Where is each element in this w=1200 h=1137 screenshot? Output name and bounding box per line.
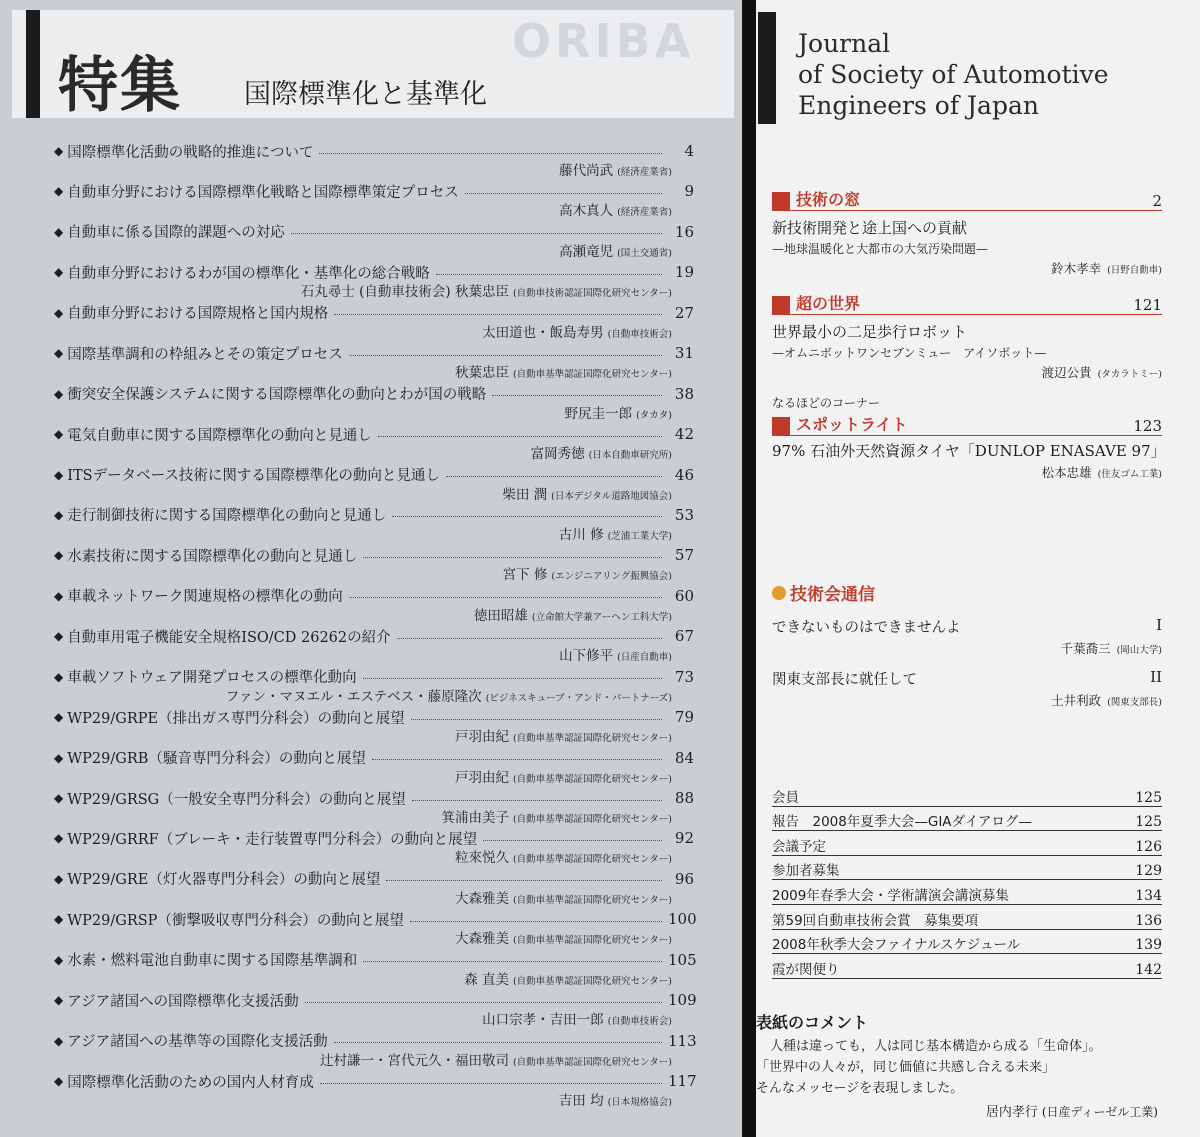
toc-title-row — [54, 908, 697, 930]
giken-title: 関東支部長に就任して — [772, 672, 917, 688]
section-label: 超の世界 — [796, 294, 861, 313]
toc-affiliation: (自動車基準認証国際化研究センター) — [512, 975, 672, 987]
leader-dots — [397, 638, 662, 639]
toc-entry[interactable] — [54, 1030, 697, 1070]
toc-entry[interactable] — [54, 504, 694, 544]
diamond-icon: ◆ — [54, 1033, 64, 1048]
toc-title-row — [54, 302, 694, 324]
toc-title-row — [54, 787, 694, 809]
toc-affiliation: (自動車基準認証国際化研究センター) — [512, 814, 672, 825]
misc-item[interactable] — [772, 831, 1162, 856]
giken-page: II — [1150, 668, 1162, 686]
section-author: 松本忠雄 (住友ゴム工業) — [1041, 465, 1162, 480]
giken-heading: 技術会通信 — [772, 580, 875, 605]
toc-entry[interactable] — [54, 140, 694, 180]
section-subtitle: —オムニボットワンセブンミュー アイソボット— — [772, 346, 1047, 360]
toc-title: WP29/GRPE（排出ガス専門分科会）の動向と展望 — [67, 710, 405, 727]
toc-entry[interactable] — [54, 302, 694, 342]
toc-author: 秋葉忠臣 (自動車基準認証国際化研究センター) — [454, 365, 672, 382]
toc-title-row — [54, 423, 694, 445]
diamond-icon: ◆ — [54, 224, 64, 239]
toc-affiliation: (自動車基準認証国際化研究センター) — [512, 854, 672, 866]
toc-affiliation: (自動車基準認証国際化研究センター) — [512, 369, 672, 381]
toc-title-row — [54, 342, 694, 364]
misc-list — [772, 782, 1162, 979]
diamond-icon: ◆ — [54, 710, 64, 725]
toc-page: 38 — [674, 384, 694, 403]
toc-title-row — [54, 868, 694, 890]
toc-entry[interactable] — [54, 827, 694, 867]
toc-page: 117 — [668, 1072, 697, 1091]
toc-affiliation: (国土交通省) — [617, 247, 672, 259]
toc-author: 大森雅美 (自動車基準認証国際化研究センター) — [454, 890, 672, 907]
toc-entry[interactable] — [54, 585, 694, 625]
toc-entry[interactable] — [54, 747, 694, 787]
toc-affiliation: (立命館大学兼アーヘン工科大学) — [531, 611, 672, 623]
toc-affiliation: (エンジニアリング振興協会) — [551, 571, 672, 583]
toc-page: 16 — [674, 222, 694, 241]
toc-entry[interactable] — [54, 666, 694, 706]
diamond-icon: ◆ — [54, 791, 64, 805]
leader-dots — [378, 436, 662, 437]
leader-dots — [319, 153, 662, 154]
leader-dots — [291, 233, 662, 234]
cover-comment-text — [756, 1036, 1156, 1099]
diamond-icon: ◆ — [54, 548, 64, 563]
diamond-icon: ◆ — [54, 669, 64, 684]
misc-page: 125 — [1135, 814, 1162, 831]
toc-entry[interactable] — [54, 908, 697, 948]
misc-page: 126 — [1135, 838, 1162, 855]
misc-item[interactable] — [772, 954, 1162, 979]
misc-title: 会員 — [772, 789, 799, 806]
toc-author: 太田道也・飯島寿男 (自動車技術会) — [482, 324, 672, 341]
toc-page: 42 — [674, 425, 694, 444]
misc-page: 139 — [1135, 937, 1162, 954]
orange-dot-icon — [772, 586, 786, 600]
toc-page: 53 — [674, 505, 694, 524]
leader-dots — [410, 921, 662, 922]
misc-page: 142 — [1135, 961, 1162, 978]
toc-author: 箕浦由美子 (自動車基準認証国際化研究センター) — [441, 810, 672, 826]
toc-affiliation: (日産自動車) — [617, 652, 672, 664]
journal-line: Engineers of Japan — [798, 91, 1039, 120]
misc-title: 霞が関便り — [772, 961, 840, 978]
giken-author: 千葉喬三 (岡山大学) — [1060, 641, 1162, 656]
toc-author: 徳田昭雄 (立命館大学兼アーヘン工科大学) — [473, 607, 672, 624]
toc-title-row — [54, 827, 694, 849]
diamond-icon: ◆ — [54, 588, 64, 603]
toc-page: 57 — [674, 546, 694, 565]
toc-title-row — [54, 706, 694, 728]
toc-entry[interactable] — [54, 706, 694, 746]
diamond-icon: ◆ — [54, 305, 64, 320]
misc-item[interactable] — [772, 905, 1162, 930]
cover-line: 「世界中の人々が，同じ価値に共感し合える未来」 — [756, 1060, 1056, 1075]
toc-title: アジア諸国への国際標準化支援活動 — [67, 993, 299, 1010]
misc-title: 報告 2008年夏季大会—GIAダイアログ— — [772, 814, 1032, 831]
toc-title-row — [54, 625, 694, 647]
header-bar — [26, 10, 40, 118]
toc-affiliation: (ビジネスキューブ・アンド・パートナーズ) — [485, 692, 672, 704]
red-square-icon — [772, 296, 790, 314]
toc-author: 野尻圭一郎 (タカタ) — [564, 405, 672, 422]
toc-entry[interactable] — [54, 180, 694, 220]
leader-dots — [320, 1083, 662, 1084]
red-square-icon — [772, 192, 790, 210]
toc-author: 粒來悦久 (自動車基準認証国際化研究センター) — [454, 850, 672, 867]
journal-line: of Society of Automotive — [798, 60, 1109, 89]
toc-title: 水素技術に関する国際標準化の動向と見通し — [67, 548, 358, 565]
toc-affiliation: (自動車基準認証国際化研究センター) — [512, 733, 672, 745]
misc-page: 136 — [1135, 912, 1162, 929]
section-title: 世界最小の二足歩行ロボット — [772, 323, 968, 341]
section-label: スポットライト — [796, 415, 908, 434]
leader-dots — [483, 840, 662, 841]
journal-bar — [758, 12, 776, 124]
page-gutter — [742, 0, 756, 1137]
diamond-icon: ◆ — [54, 993, 64, 1008]
toc-page: 88 — [674, 789, 694, 807]
toc-title: WP29/GRSG（一般安全専門分科会）の動向と展望 — [67, 791, 406, 808]
toc-page: 46 — [674, 465, 694, 484]
toc-page: 100 — [668, 910, 697, 929]
diamond-icon: ◆ — [54, 144, 64, 158]
toc-title-row — [54, 140, 694, 162]
toc-title-row — [54, 1030, 697, 1052]
toc-entry[interactable] — [54, 261, 694, 301]
toc-page: 27 — [674, 303, 694, 322]
toc-title-row — [54, 383, 694, 405]
misc-item[interactable] — [772, 880, 1162, 905]
special-label: 特集 — [58, 51, 182, 121]
toc-page: 84 — [674, 748, 694, 767]
misc-item[interactable] — [772, 782, 1162, 807]
toc-affiliation: (自動車基準認証国際化研究センター) — [512, 773, 672, 785]
misc-page: 129 — [1135, 863, 1162, 880]
leader-dots — [334, 1042, 662, 1043]
leader-dots — [372, 759, 662, 760]
special-feature-header — [12, 10, 734, 121]
section-header — [772, 413, 1162, 436]
leader-dots — [349, 355, 662, 356]
cover-line: 人種は違っても，人は同じ基本構造から成る「生命体」。 — [770, 1039, 1102, 1054]
toc-title-row — [54, 585, 694, 607]
toc-title-row — [54, 504, 694, 526]
misc-title: 2009年春季大会・学術講演会講演募集 — [772, 887, 1009, 904]
misc-title: 会議予定 — [772, 838, 826, 855]
ghost-text: ORIBA — [512, 14, 695, 68]
section-header — [772, 188, 1162, 211]
toc-title: WP29/GRSP（衝撃吸収専門分科会）の動向と展望 — [67, 912, 404, 929]
toc-title-row — [54, 747, 694, 769]
diamond-icon: ◆ — [54, 386, 64, 401]
toc-page: 19 — [674, 263, 694, 282]
diamond-icon: ◆ — [54, 265, 64, 280]
toc-affiliation: (自動車基準認証国際化研究センター) — [512, 935, 672, 947]
toc-title-row — [54, 544, 694, 566]
toc-author: 柴田 潤 (日本デジタル道路地図協会) — [502, 486, 672, 503]
leader-dots — [392, 516, 662, 517]
leader-dots — [363, 961, 662, 962]
toc-page: 73 — [674, 667, 694, 686]
toc-affiliation: (日本デジタル道路地図協会) — [551, 490, 672, 502]
cover-comment-heading: 表紙のコメント — [756, 1013, 869, 1032]
giken-title: できないものはできませんよ — [772, 620, 961, 636]
section-page: 123 — [1133, 417, 1162, 435]
toc-affiliation: (タカタ) — [636, 409, 672, 421]
toc-title-row — [54, 1070, 697, 1092]
misc-item[interactable] — [772, 856, 1162, 881]
toc-author: 戸羽由紀 (自動車基準認証国際化研究センター) — [454, 769, 672, 786]
toc-entry[interactable] — [54, 544, 694, 584]
leader-dots — [363, 557, 662, 558]
toc-author: 石丸尋士 (自動車技術会) 秋葉忠臣 (自動車技術認証国際化研究センター) — [300, 284, 672, 301]
toc-affiliation: (芝浦工業大学) — [607, 530, 672, 542]
toc-affiliation: (自動車基準認証国際化研究センター) — [512, 1056, 672, 1068]
leader-dots — [465, 193, 662, 194]
toc-page: 9 — [684, 182, 694, 201]
toc-title: ITSデータベース技術に関する国際標準化の動向と見通し — [67, 468, 440, 484]
toc-affiliation: (自動車技術認証国際化研究センター) — [512, 288, 672, 300]
toc-author: 富岡秀徳 (日本自動車研究所) — [530, 446, 672, 463]
leader-dots — [386, 880, 662, 881]
journal-line: Journal — [798, 29, 891, 58]
toc-author: ファン・マヌエル・エステベス・藤原隆次 (ビジネスキューブ・アンド・パートナーズ) — [225, 688, 672, 705]
diamond-icon: ◆ — [54, 952, 64, 967]
toc-entry[interactable] — [54, 625, 694, 665]
section-title: 新技術開発と途上国への貢献 — [772, 219, 968, 237]
section-label: 技術の窓 — [796, 190, 861, 209]
toc-title-row — [54, 989, 697, 1011]
toc-title: WP29/GRRF（ブレーキ・走行装置専門分科会）の動向と展望 — [67, 831, 478, 848]
misc-item[interactable] — [772, 807, 1162, 832]
leader-dots — [349, 597, 662, 598]
section-kicker: なるほどのコーナー — [772, 396, 881, 410]
toc-title: 自動車に係る国際的課題への対応 — [67, 225, 285, 242]
toc-entry[interactable] — [54, 423, 694, 463]
toc-title: 電気自動車に関する国際標準化の動向と見通し — [67, 427, 372, 444]
toc-author: 戸羽由紀 (自動車基準認証国際化研究センター) — [454, 729, 672, 746]
toc-entry[interactable] — [54, 868, 694, 908]
toc-title: 国際標準化活動のための国内人材育成 — [67, 1074, 314, 1091]
toc-title: 車載ソフトウェア開発プロセスの標準化動向 — [67, 670, 357, 687]
toc-page: 109 — [668, 991, 697, 1010]
toc-affiliation: (経済産業省) — [617, 167, 672, 178]
misc-item[interactable] — [772, 930, 1162, 955]
toc-affiliation: (日本自動車研究所) — [588, 450, 672, 462]
misc-page: 134 — [1135, 887, 1162, 904]
toc-page: 67 — [674, 627, 694, 646]
toc-title-row — [54, 666, 694, 688]
toc-title: 国際基準調和の枠組みとその策定プロセス — [67, 346, 343, 363]
toc-affiliation: (経済産業省) — [617, 207, 672, 219]
toc-title: 自動車分野における国際標準化戦略と国際標準策定プロセス — [67, 184, 459, 201]
toc-page: 60 — [674, 586, 694, 605]
misc-title: 参加者募集 — [772, 863, 840, 880]
toc-affiliation: (自動車基準認証国際化研究センター) — [512, 894, 672, 906]
toc-entry[interactable] — [54, 949, 697, 989]
diamond-icon: ◆ — [54, 831, 64, 846]
section-author: 渡辺公貴 (タカラトミー) — [1041, 365, 1162, 380]
journal-title — [798, 28, 1109, 121]
toc-title: 水素・燃料電池自動車に関する国際基準調和 — [67, 953, 358, 970]
section-gijutsu-no-mado[interactable] — [772, 188, 1162, 277]
toc-title: 走行制御技術に関する国際標準化の動向と見通し — [67, 508, 387, 525]
special-title: 国際標準化と基準化 — [244, 79, 487, 110]
diamond-icon: ◆ — [54, 467, 64, 482]
toc-title-row — [54, 464, 694, 486]
toc-entry[interactable] — [54, 989, 697, 1029]
toc-entry[interactable] — [54, 342, 694, 382]
toc-author: 森 直美 (自動車基準認証国際化研究センター) — [464, 971, 672, 988]
diamond-icon: ◆ — [54, 184, 64, 199]
misc-page: 125 — [1135, 789, 1162, 806]
toc-entry[interactable] — [54, 221, 694, 261]
toc-page: 79 — [674, 708, 694, 727]
leader-dots — [492, 395, 662, 396]
diamond-icon: ◆ — [54, 750, 64, 765]
leader-dots — [334, 314, 662, 315]
toc-title-row — [54, 221, 694, 243]
toc-affiliation: (自動車技術会) — [607, 1016, 672, 1028]
toc-author: 大森雅美 (自動車基準認証国際化研究センター) — [454, 931, 672, 948]
red-square-icon — [772, 417, 790, 435]
diamond-icon: ◆ — [54, 507, 64, 522]
right-page — [756, 0, 1200, 1137]
toc-affiliation: (日本規格協会) — [607, 1097, 672, 1109]
toc-entry[interactable] — [54, 1070, 697, 1110]
misc-title: 第59回自動車技術会賞 募集要項 — [772, 912, 979, 929]
diamond-icon: ◆ — [54, 1074, 64, 1089]
cover-credit: 居内孝行 (日産ディーゼル工業) — [985, 1105, 1158, 1120]
toc-title-row — [54, 180, 694, 202]
section-page: 2 — [1152, 192, 1162, 210]
section-subtitle: —地球温暖化と大都市の大気汚染問題— — [772, 242, 989, 256]
diamond-icon: ◆ — [54, 912, 64, 927]
toc-title: WP29/GRB（騒音専門分科会）の動向と展望 — [67, 751, 366, 768]
diamond-icon: ◆ — [54, 629, 64, 644]
toc-page: 92 — [674, 829, 694, 848]
toc-entry[interactable] — [54, 787, 694, 827]
section-header — [772, 292, 1162, 315]
section-title: 97% 石油外天然資源タイヤ「DUNLOP ENASAVE 97」 — [772, 442, 1166, 460]
toc-author: 古川 修 (芝浦工業大学) — [558, 526, 672, 543]
section-spotlight[interactable] — [772, 394, 1166, 481]
toc-title-row — [54, 261, 694, 283]
leader-dots — [363, 678, 662, 679]
toc-entry[interactable] — [54, 383, 694, 423]
giken-item[interactable] — [772, 668, 1162, 709]
toc-page: 113 — [668, 1031, 697, 1050]
giken-page: I — [1156, 616, 1162, 634]
section-page: 121 — [1133, 296, 1162, 314]
diamond-icon: ◆ — [54, 427, 64, 442]
toc-entry[interactable] — [54, 464, 694, 504]
toc-title: 車載ネットワーク関連規格の標準化の動向 — [67, 589, 343, 606]
section-author: 鈴木孝幸 (日野自動車) — [1051, 261, 1162, 276]
diamond-icon: ◆ — [54, 346, 64, 361]
giken-author: 土井利政 (関東支部長) — [1051, 693, 1162, 708]
leader-dots — [305, 1002, 662, 1003]
toc-title-row — [54, 949, 697, 971]
toc-page: 96 — [674, 869, 694, 888]
toc-author: 宮下 修 (エンジニアリング振興協会) — [502, 567, 672, 584]
toc-author: 辻村謙一・宮代元久・福田敬司 (自動車基準認証国際化研究センター) — [319, 1052, 672, 1069]
toc-title: 自動車分野における国際規格と国内規格 — [67, 306, 329, 323]
toc-author: 藤代尚武 (経済産業省) — [559, 163, 672, 179]
leader-dots — [412, 800, 662, 801]
leader-dots — [436, 274, 662, 275]
toc-title: アジア諸国への基準等の国際化支援活動 — [67, 1034, 328, 1051]
toc-title: 衝突安全保護システムに関する国際標準化の動向とわが国の戦略 — [67, 387, 487, 404]
toc-author: 高瀬竜児 (国土交通省) — [559, 243, 672, 260]
toc-author: 山下修平 (日産自動車) — [559, 648, 672, 665]
misc-title: 2008年秋季大会ファイナルスケジュール — [772, 937, 1021, 954]
toc-page: 31 — [674, 344, 694, 363]
section-cho-no-sekai[interactable] — [772, 292, 1162, 381]
toc-title: 自動車用電子機能安全規格ISO/CD 26262の紹介 — [67, 629, 391, 646]
toc-page: 4 — [684, 142, 694, 160]
toc-title: 自動車分野におけるわが国の標準化・基準化の総合戦略 — [67, 265, 430, 282]
table-of-contents — [54, 140, 697, 1111]
toc-title: WP29/GRE（灯火器専門分科会）の動向と展望 — [67, 872, 381, 889]
toc-author: 吉田 均 (日本規格協会) — [558, 1093, 672, 1110]
leader-dots — [446, 476, 662, 477]
leader-dots — [411, 719, 662, 720]
toc-page: 105 — [668, 950, 697, 969]
toc-title: 国際標準化活動の戦略的推進について — [67, 144, 314, 161]
toc-author: 山口宗孝・吉田一郎 (自動車技術会) — [482, 1012, 672, 1029]
cover-line: そんなメッセージを表現しました。 — [756, 1081, 964, 1096]
toc-affiliation: (自動車技術会) — [607, 328, 672, 340]
toc-author: 高木真人 (経済産業省) — [559, 203, 672, 220]
giken-item[interactable] — [772, 616, 1162, 657]
diamond-icon: ◆ — [54, 871, 64, 886]
